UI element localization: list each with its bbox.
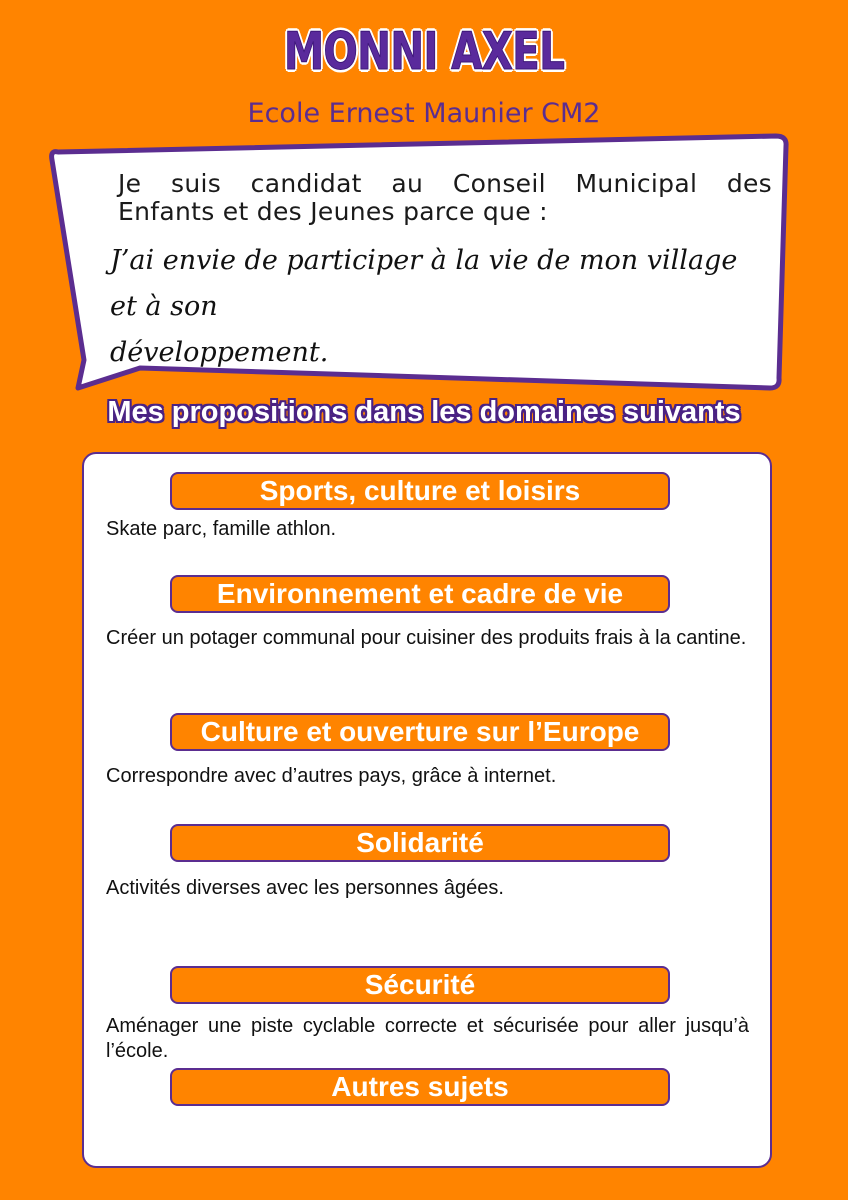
statement-intro-line2: Enfants et des Jeunes parce que : [118,197,548,226]
candidate-name: MONNI AXEL [283,22,565,82]
school-name: Ecole Ernest Maunier CM2 [247,98,601,129]
statement-reason [110,238,770,376]
domain-solidarity: Solidarité [170,824,670,862]
domain-sports: Sports, culture et loisirs [170,472,670,510]
domain-culture-europe: Culture et ouverture sur l’Europe [170,713,670,751]
statement-reason-line2: développement. [110,337,329,368]
proposals-heading: Mes propositions dans les domaines suivants [107,396,741,428]
proposal-sports: Skate parc, famille athlon. [106,518,337,540]
proposal-culture-europe: Correspondre avec d’autres pays, grâce à internet. [106,765,557,787]
domain-security: Sécurité [170,966,670,1004]
proposal-environment: Créer un potager communal pour cuisiner des produits frais à la cantine. [106,627,747,649]
statement-reason-line1: J’ai envie de participer à la vie de mon village et à son [110,245,738,322]
proposal-security: Aménager une piste cyclable correcte et sécurisée pour aller jusqu’à l’école. [106,1015,749,1062]
statement-intro-line1: Je suis candidat au Conseil Municipal des [118,169,772,198]
domain-environment: Environnement et cadre de vie [170,575,670,613]
proposal-solidarity: Activités diverses avec les personnes âgées. [106,877,504,899]
domain-other: Autres sujets [170,1068,670,1106]
